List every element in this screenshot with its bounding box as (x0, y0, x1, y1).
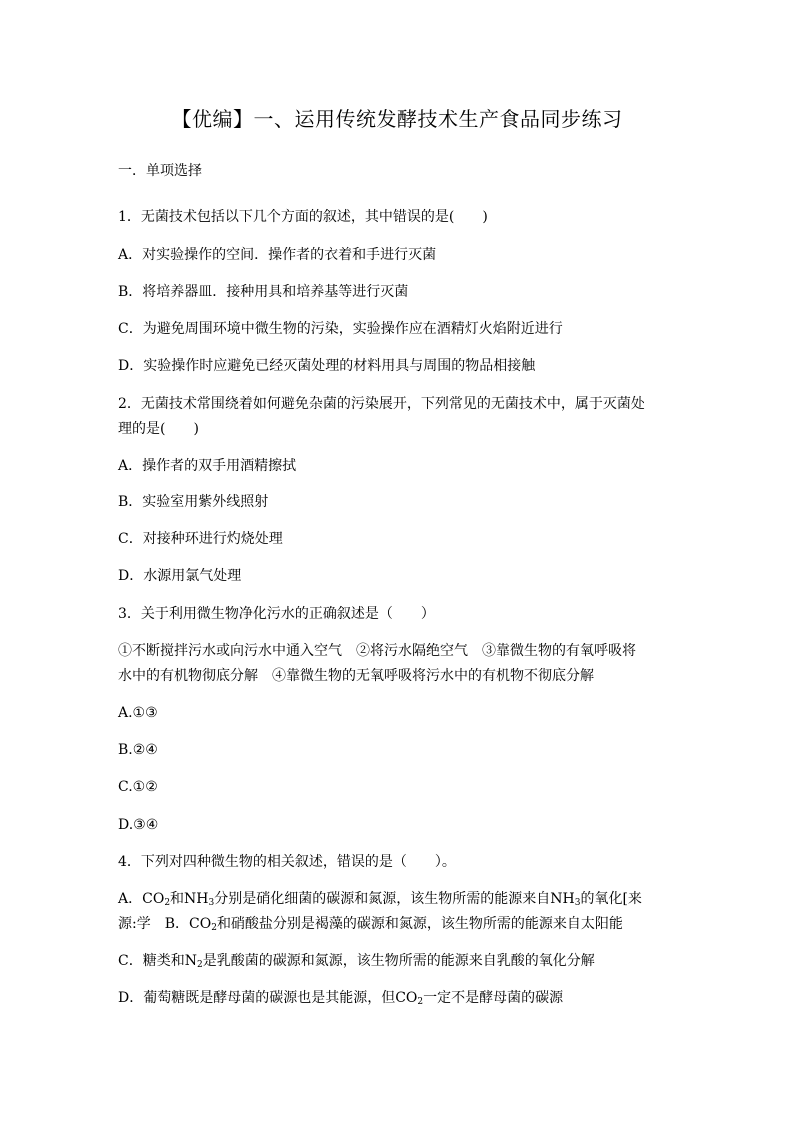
option-d-text-2: 一定不是酵母菌的碳源 (423, 990, 564, 1006)
option-a-subscript-3: 3 (574, 898, 581, 908)
question-2-option-a: A．操作者的双手用酒精擦拭 (118, 458, 297, 474)
option-c-text-2: 是乳酸菌的碳源和氮源，该生物所需的能源来自乳酸的氧化分解 (202, 953, 595, 969)
option-c-subscript-1: 2 (196, 960, 203, 970)
option-b-text-2: 和硝酸盐分别是褐藻的碳源和氮源，该生物所需的能源来自太阳能 (216, 916, 623, 932)
question-1-option-c: C．为避免周围环境中微生物的污染，实验操作应在酒精灯火焰附近进行 (118, 321, 563, 337)
question-3-stem: 3．关于利用微生物净化污水的正确叙述是（ ） (118, 606, 435, 622)
question-4-option-b (118, 916, 698, 933)
option-b-subscript-1: 2 (211, 923, 217, 933)
question-4-stem: 4．下列对四种微生物的相关叙述，错误的是（ ）。 (118, 854, 456, 870)
question-1-option-d: D．实验操作时应避免已经灭菌处理的材料用具与周围的物品相接触 (118, 358, 536, 374)
question-1-option-b: B．将培养器皿．接种用具和培养基等进行灭菌 (118, 284, 409, 300)
question-1-option-a: A．对实验操作的空间．操作者的衣着和手进行灭菌 (118, 247, 437, 263)
option-a-text-2: 和NH (170, 891, 209, 907)
document-title: 【优编】一、运用传统发酵技术生产食品同步练习 (171, 107, 623, 131)
question-2-option-c: C．对接种环进行灼烧处理 (118, 531, 283, 547)
option-a-text-3: 分别是硝化细菌的碳源和氮源，该生物所需的能源来自NH (214, 891, 575, 907)
question-4-option-c (118, 953, 698, 970)
option-a-text-1: A．CO (118, 891, 165, 907)
question-1-stem: 1．无菌技术包括以下几个方面的叙述，其中错误的是( ) (118, 209, 488, 225)
question-3-statements-line-1: ①不断搅拌污水或向污水中通入空气 ②将污水隔绝空气 ③靠微生物的有氧呼吸将 (118, 643, 636, 659)
option-a-text-4: 的氧化[来 (580, 891, 642, 907)
option-b-text-1: 源:学 B．CO (118, 916, 212, 932)
option-d-subscript-1: 2 (417, 997, 424, 1007)
option-c-text-1: C．糖类和N (118, 953, 197, 969)
question-4-option-d (118, 990, 698, 1007)
section-heading: 一．单项选择 (118, 163, 202, 179)
question-2-option-d: D．水源用氯气处理 (118, 568, 242, 584)
question-2-stem-line-1: 2．无菌技术常围绕着如何避免杂菌的污染展开，下列常见的无菌技术中，属于灭菌处 (118, 396, 645, 412)
question-2-option-b: B．实验室用紫外线照射 (118, 494, 269, 510)
option-d-text-1: D．葡萄糖既是酵母菌的碳源也是其能源，但CO (118, 990, 418, 1006)
question-3-option-b: B.②④ (118, 742, 158, 758)
option-a-subscript-2: 3 (208, 898, 215, 908)
question-3-statements-line-2: 水中的有机物彻底分解 ④靠微生物的无氧呼吸将污水中的有机物不彻底分解 (118, 668, 594, 684)
question-4-option-a (118, 891, 698, 908)
question-3-option-d: D.③④ (118, 817, 159, 833)
question-2-stem-line-2: 理的是( ) (118, 421, 199, 437)
question-3-option-c: C.①② (118, 779, 158, 795)
option-a-subscript-1: 2 (164, 898, 171, 908)
question-3-option-a: A.①③ (118, 705, 158, 721)
